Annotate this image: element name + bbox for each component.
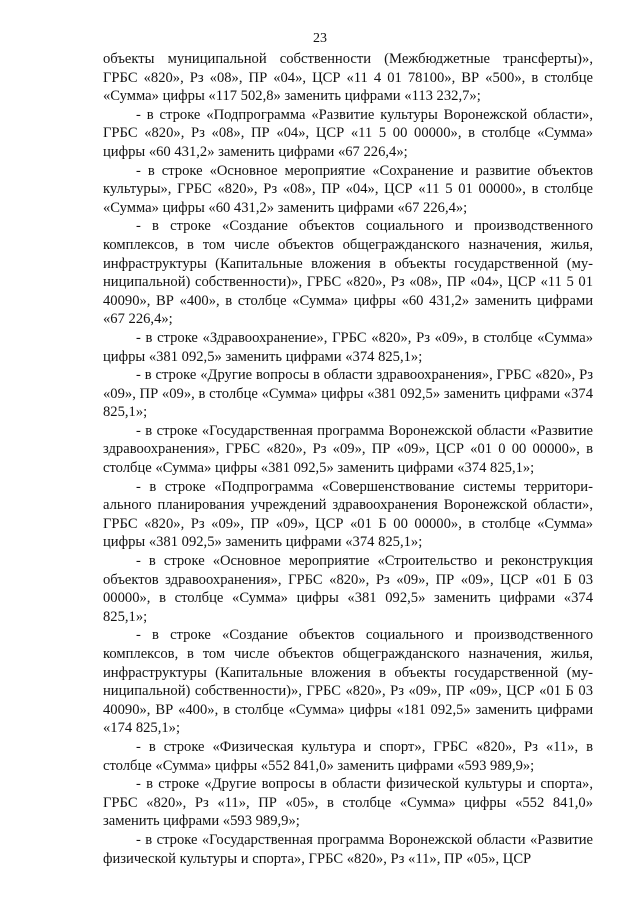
paragraph-2: - в строке «Подпрограмма «Развитие культуры Воронежской области», ГРБС «820», Рз «08», ПР «04», ЦСР «11 5 00 00000», в столбце «Сумма» цифры «60 431,2» заменить цифрами «67 226,4»; — [103, 106, 593, 160]
paragraph-4: - в строке «Создание объектов социального и производственного комплексов, в том числе объектов общегражданского назначения, жилья, инфраструктуры (Капитальные вложения в объекты государственной (муниципальной) собственности)», ГРБС «820», Рз «08», ПР «04», ЦСР «11 5 01 40090», ВР «400», в столбце «Сумма» цифры «60 431,2» заменить цифрами «67 226,4»; — [103, 218, 593, 328]
paragraph-12: - в строке «Другие вопросы в области физической культуры и спорта», ГРБС «820», Рз «11», ПР «05», в столбце «Сумма» цифры «552 841,0» заменить цифрами «593 989,9»; — [103, 776, 593, 830]
paragraph-13: - в строке «Государственная программа Воронежской области «Развитие физической культуры и спорта», ГРБС «820», Рз «11», ПР «05», ЦСР — [103, 831, 593, 867]
paragraph-7: - в строке «Государственная программа Воронежской области «Развитие здравоохранения», ГРБС «820», Рз «09», ПР «09», ЦСР «01 0 00 00000», в столбце «Сумма» цифры «381 092,5» заменить цифрами «374 825,1»; — [103, 422, 593, 477]
page-number: 23 — [313, 31, 327, 46]
paragraph-8: - в строке «Подпрограмма «Совершенствование системы территориального планирования учреждений здравоохранения Воронежской области», ГРБС «820», Рз «09», ПР «09», ЦСР «01 Б 00 00000», в столбце «Сумма» цифры «381 092,5» заменить цифрами «374 825,1»; — [103, 478, 593, 551]
paragraph-9: - в строке «Основное мероприятие «Строительство и реконструкция объектов здравоохранения», ГРБС «820», Рз «09», ПР «09», ЦСР «01 Б 03 00000», в столбце «Сумма» цифры «381 092,5» заменить цифрами «374 825,1»; — [103, 553, 593, 625]
paragraph-11: - в строке «Физическая культура и спорт», ГРБС «820», Рз «11», в столбце «Сумма» цифры «552 841,0» заменить цифрами «593 989,9»; — [103, 738, 593, 774]
paragraph-10: - в строке «Создание объектов социального и производственного комплексов, в том числе объектов общегражданского назначения, жилья, инфраструктуры (Капитальные вложения в объекты государственной (муниципальной) собственности)», ГРБС «820», Рз «09», ПР «09», ЦСР «01 Б 03 40090», ВР «400», в столбце «Сумма» цифры «181 092,5» заменить цифрами «174 825,1»; — [103, 627, 593, 737]
body-text — [103, 50, 593, 868]
paragraph-3: - в строке «Основное мероприятие «Сохранение и развитие объектов культуры», ГРБС «820», Рз «08», ПР «04», ЦСР «11 5 01 00000», в столбце «Сумма» цифры «60 431,2» заменить цифрами «67 226,4»; — [103, 162, 593, 216]
paragraph-6: - в строке «Другие вопросы в области здравоохранения», ГРБС «820», Рз «09», ПР «09», в столбце «Сумма» цифры «381 092,5» заменить цифрами «374 825,1»; — [103, 367, 593, 421]
paragraph-1: объекты муниципальной собственности (Межбюджетные трансферты)», ГРБС «820», Рз «08», ПР «04», ЦСР «11 4 01 78100», ВР «500», в столбце «Сумма» цифры «117 502,8» заменить цифрами «113 232,7»; — [103, 51, 593, 105]
paragraph-5: - в строке «Здравоохранение», ГРБС «820», Рз «09», в столбце «Сумма» цифры «381 092,5» заменить цифрами «374 825,1»; — [103, 329, 593, 365]
